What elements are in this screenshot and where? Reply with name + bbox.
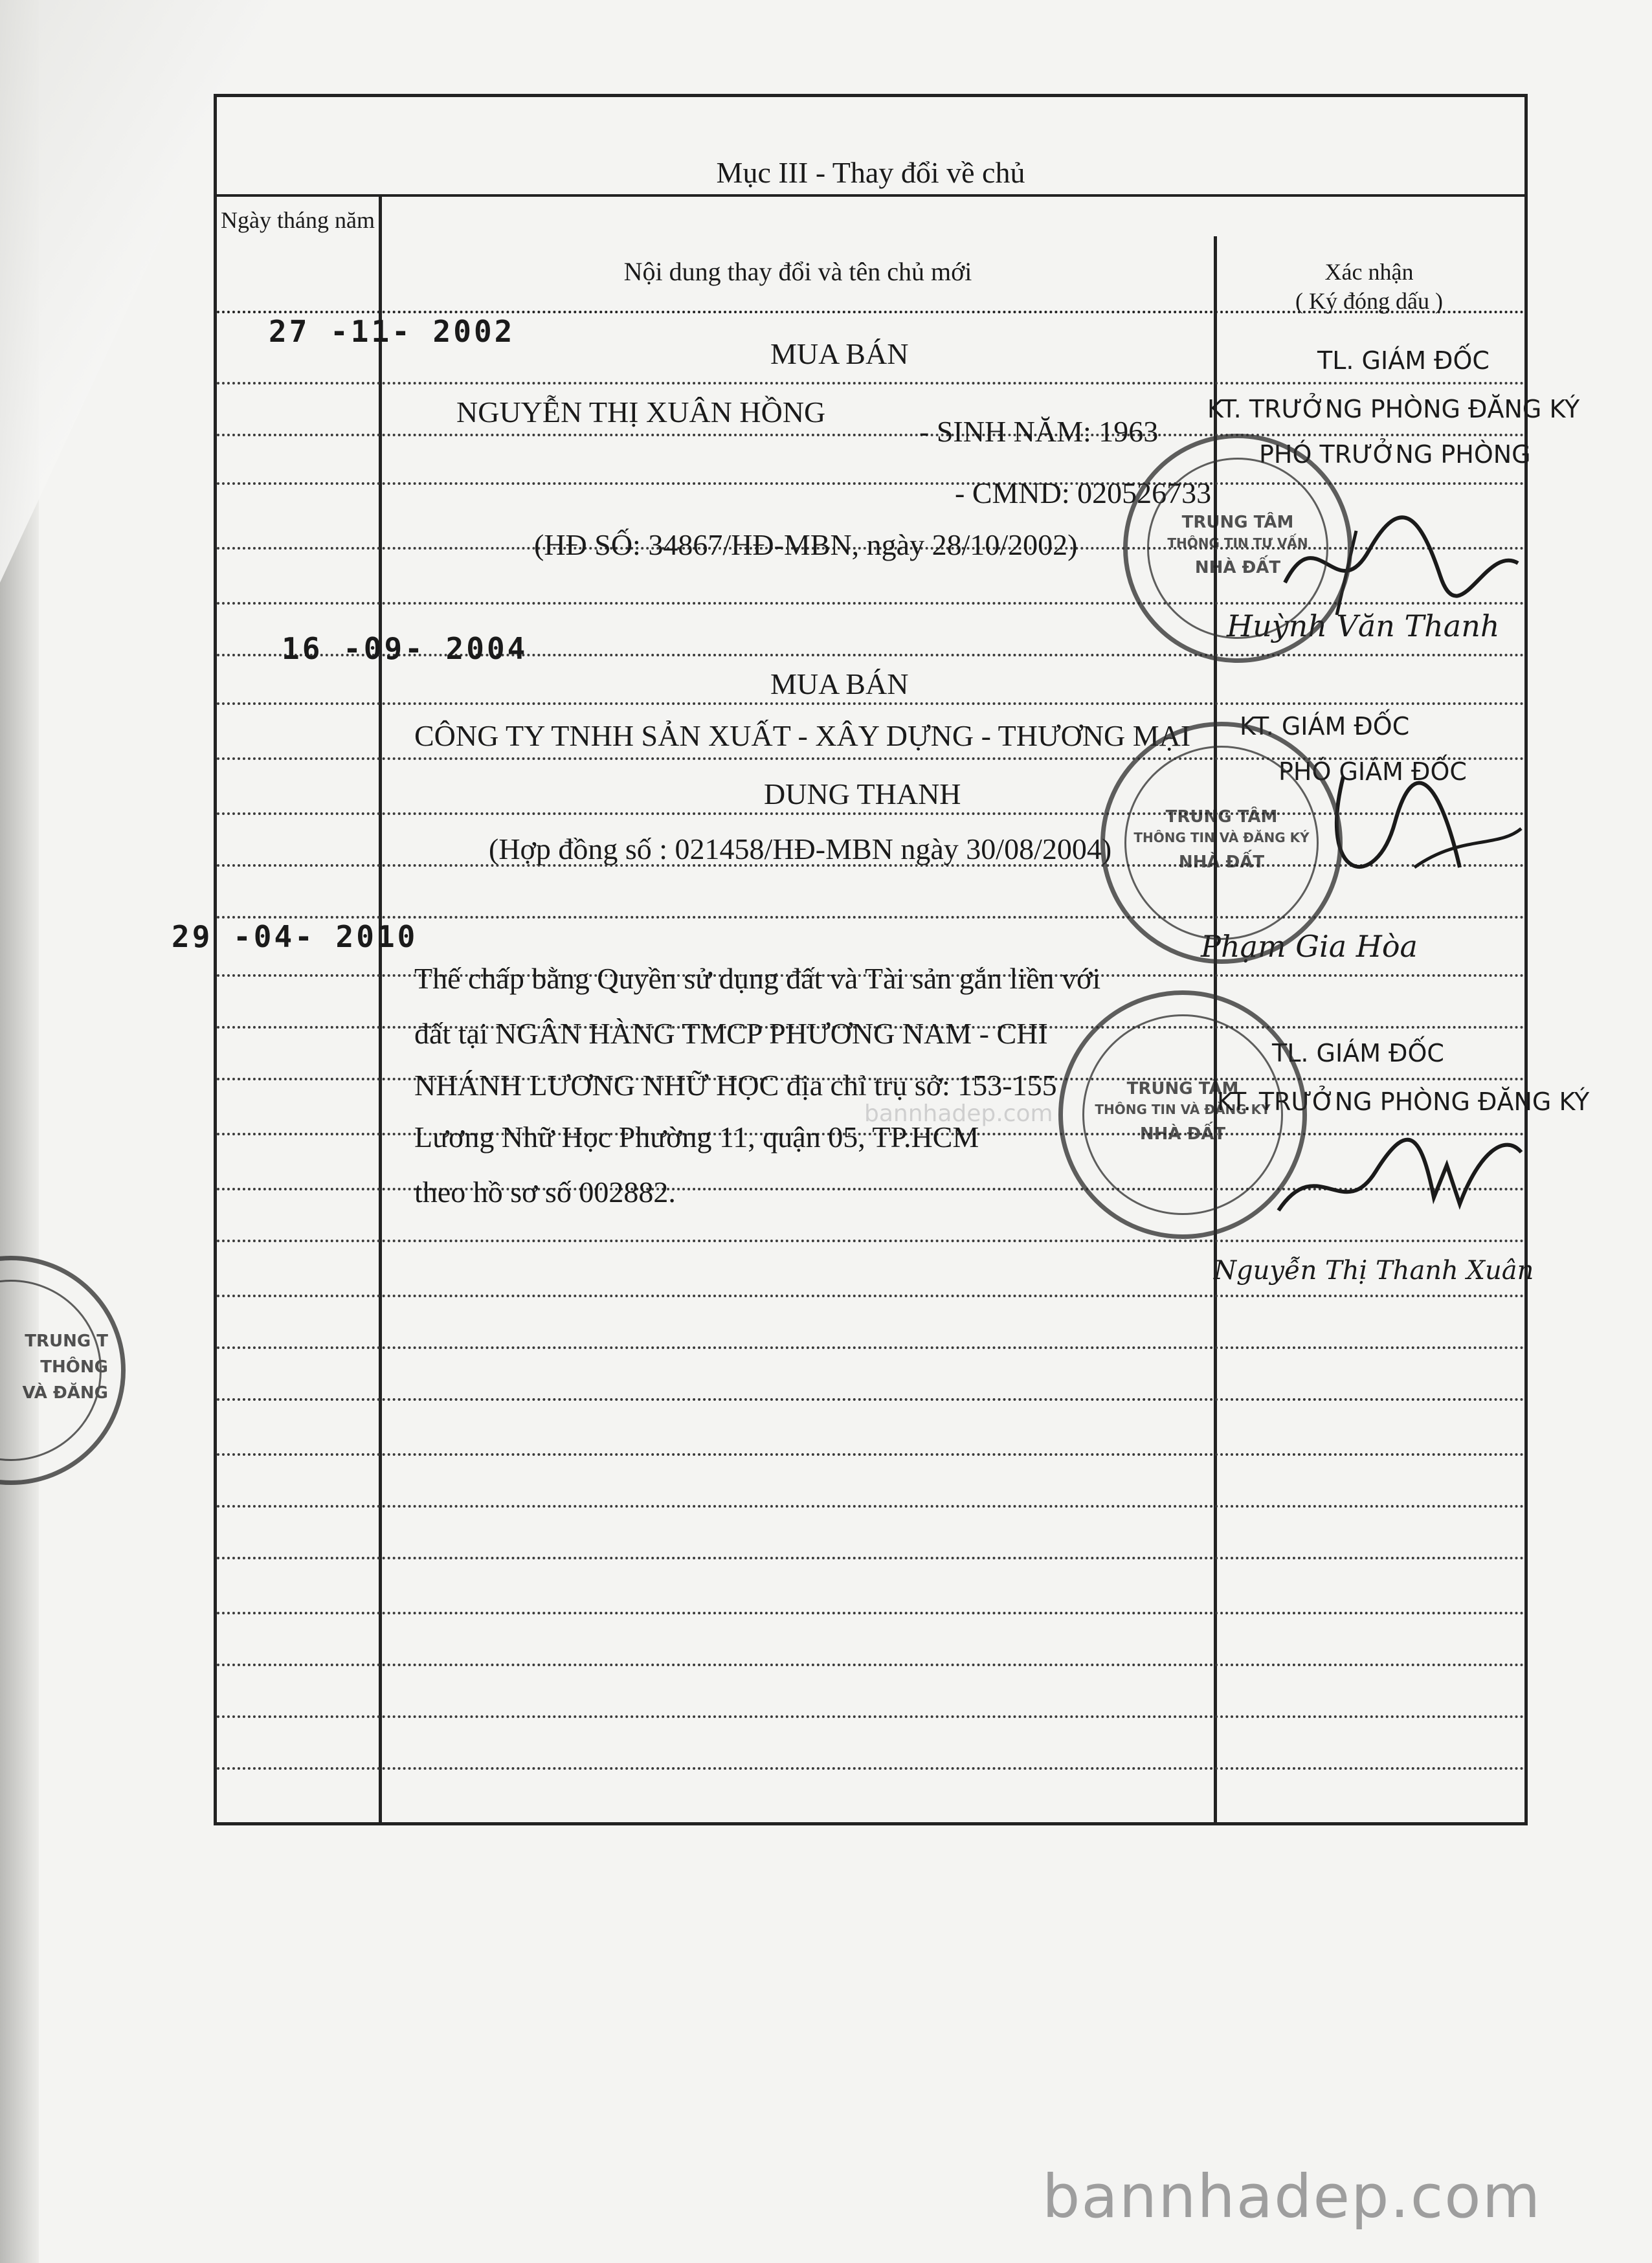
entry-2-date: 16 -09- 2004 (282, 631, 528, 666)
official-seal-2: TRUNG TÂM THÔNG TIN VÀ ĐĂNG KÝ NHÀ ĐẤT (1100, 722, 1343, 964)
entry-2-line-2: CÔNG TY TNHH SẢN XUẤT - XÂY DỰNG - THƯƠNG MẠI (414, 719, 1191, 752)
ruled-line (217, 1557, 1524, 1559)
ruled-line (217, 916, 1524, 919)
official-seal-3: TRUNG TÂM THÔNG TIN VÀ ĐĂNG KÝ NHÀ ĐẤT (1058, 990, 1307, 1239)
entry-3-sign-title-1: TL. GIÁM ĐỐC (1272, 1039, 1444, 1067)
ruled-line (217, 1715, 1524, 1718)
entry-1-line-2: NGUYỄN THỊ XUÂN HỒNG (456, 396, 826, 429)
entry-1-sign-title-1: TL. GIÁM ĐỐC (1317, 346, 1490, 375)
ruled-line (217, 434, 1524, 436)
partial-seal-margin: TRUNG T THÔNG VÀ ĐĂNG (0, 1256, 126, 1485)
ruled-line (217, 1612, 1524, 1614)
entry-3-signer-name: Nguyễn Thị Thanh Xuân (1214, 1256, 1534, 1286)
ownership-change-form (172, 94, 1590, 1825)
header-confirm-line1: Xác nhận (1324, 259, 1414, 285)
date-column-divider (379, 194, 382, 1822)
entry-1-line-3: - SINH NĂM: 1963 (919, 415, 1159, 448)
header-content: Nội dung thay đổi và tên chủ mới (623, 257, 972, 286)
entry-2-sign-title-2: PHÓ GIÁM ĐỐC (1278, 757, 1467, 786)
header-top-rule (217, 194, 1524, 197)
ruled-line (217, 702, 1524, 705)
entry-3-line-4: Lương Nhữ Học Phường 11, quận 05, TP.HCM (414, 1120, 979, 1154)
entry-2-signer-name: Phạm Gia Hòa (1201, 929, 1418, 964)
ruled-line (217, 1398, 1524, 1401)
entry-1-line-5: (HĐ SỐ: 34867/HĐ-MBN, ngày 28/10/2002) (534, 528, 1078, 561)
faint-watermark: bannhadep.com (864, 1100, 1053, 1127)
entry-2-line-1: MUA BÁN (770, 667, 909, 700)
entry-3-sign-title-2: KT. TRƯỞNG PHÒNG ĐĂNG KÝ (1217, 1087, 1590, 1116)
entry-1-sign-title-2: KT. TRƯỞNG PHÒNG ĐĂNG KÝ (1207, 395, 1580, 423)
entry-2-line-4: (Hợp đồng số : 021458/HĐ-MBN ngày 30/08/2004) (489, 832, 1112, 865)
entry-1-line-1: MUA BÁN (770, 337, 909, 370)
ruled-line (217, 1505, 1524, 1508)
ruled-line (217, 382, 1524, 385)
entry-1-line-4: - CMND: 020526733 (955, 476, 1212, 509)
section-title: Mục III - Thay đổi về chủ (716, 156, 1025, 189)
entry-3-line-5: theo hồ sơ số 002882. (414, 1176, 676, 1209)
ruled-line (217, 1767, 1524, 1770)
entry-2-line-3: DUNG THANH (764, 777, 961, 810)
entry-3-line-3: NHÁNH LƯƠNG NHỮ HỌC địa chỉ trụ sở: 153-155 (414, 1069, 1057, 1102)
official-seal-1: TRUNG TÂM THÔNG TIN TƯ VẤN NHÀ ĐẤT (1123, 434, 1352, 663)
entry-3-date: 29 -04- 2010 (172, 919, 418, 954)
ruled-line (217, 1295, 1524, 1297)
entry-2-sign-title-1: KT. GIÁM ĐỐC (1240, 712, 1410, 741)
entry-1-sign-title-3: PHÓ TRƯỞNG PHÒNG (1259, 440, 1531, 469)
entry-3-line-2: đất tại NGÂN HÀNG TMCP PHƯƠNG NAM - CHI (414, 1017, 1048, 1050)
entry-1-signer-name: Huỳnh Văn Thanh (1227, 608, 1500, 643)
ruled-line (217, 1664, 1524, 1666)
header-confirm-line2: ( Ký đóng dấu ) (1295, 288, 1443, 314)
ruled-line (217, 1453, 1524, 1456)
header-date: Ngày tháng năm (221, 207, 375, 233)
entry-3-line-1: Thế chấp bằng Quyền sử dụng đất và Tài sản gắn liền với (414, 962, 1101, 995)
entry-1-date: 27 -11- 2002 (269, 314, 515, 349)
watermark: bannhadep.com (1042, 2162, 1542, 2231)
ruled-line (217, 1346, 1524, 1349)
